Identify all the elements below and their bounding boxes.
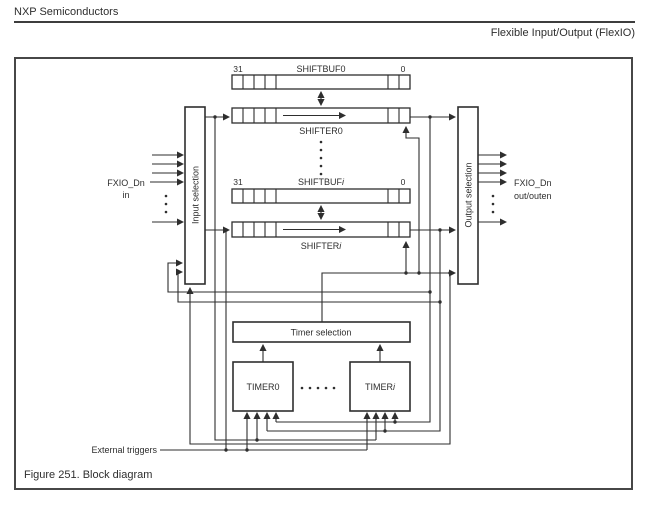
register-shifter0 — [232, 108, 410, 136]
fxio-out-label — [514, 178, 552, 201]
shiftbufi-label: SHIFTBUFi — [298, 177, 344, 187]
header-rule — [14, 21, 635, 23]
timer-selection-label: Timer selection — [290, 327, 352, 338]
shiftbufi-bit31-label: 31 — [233, 177, 243, 187]
fxio-in-label — [107, 178, 145, 200]
svg-text:FXIO_Dn: FXIO_Dn — [514, 178, 552, 188]
register-shiftbuf0 — [232, 64, 410, 89]
timer0-label: TIMER0 — [246, 382, 280, 392]
shifter0-label: SHIFTER0 — [299, 126, 343, 136]
figure-caption: Figure 251. Block diagram — [24, 469, 153, 481]
svg-text:FXIO_Dn: FXIO_Dn — [107, 178, 145, 188]
shiftbuf0-label: SHIFTBUF0 — [296, 64, 346, 74]
shifteri-label: SHIFTERi — [300, 241, 342, 251]
block-diagram — [16, 59, 631, 488]
output-selection-block — [458, 107, 478, 284]
input-selection-block — [185, 107, 205, 284]
output-selection-label: Output selection — [463, 162, 474, 228]
timeri-label: TIMERi — [365, 382, 395, 392]
shiftbufi-bit0-label: 0 — [400, 177, 406, 187]
timeri-block — [350, 362, 410, 411]
shiftbuf0-bit0-label: 0 — [400, 64, 406, 74]
vendor-name: NXP Semiconductors — [14, 6, 119, 18]
input-selection-label: Input selection — [190, 165, 201, 225]
chapter-title: Flexible Input/Output (FlexIO) — [490, 27, 635, 39]
shiftbuf0-bit31-label: 31 — [233, 64, 243, 74]
timer-selection-block — [233, 322, 410, 342]
figure-frame — [14, 57, 633, 490]
external-triggers-label: External triggers — [91, 445, 157, 455]
svg-text:out/outen: out/outen — [514, 191, 552, 201]
register-shiftbufi — [232, 177, 410, 203]
svg-text:in: in — [122, 190, 130, 200]
register-shifteri — [232, 222, 410, 251]
timer0-block — [233, 362, 293, 411]
